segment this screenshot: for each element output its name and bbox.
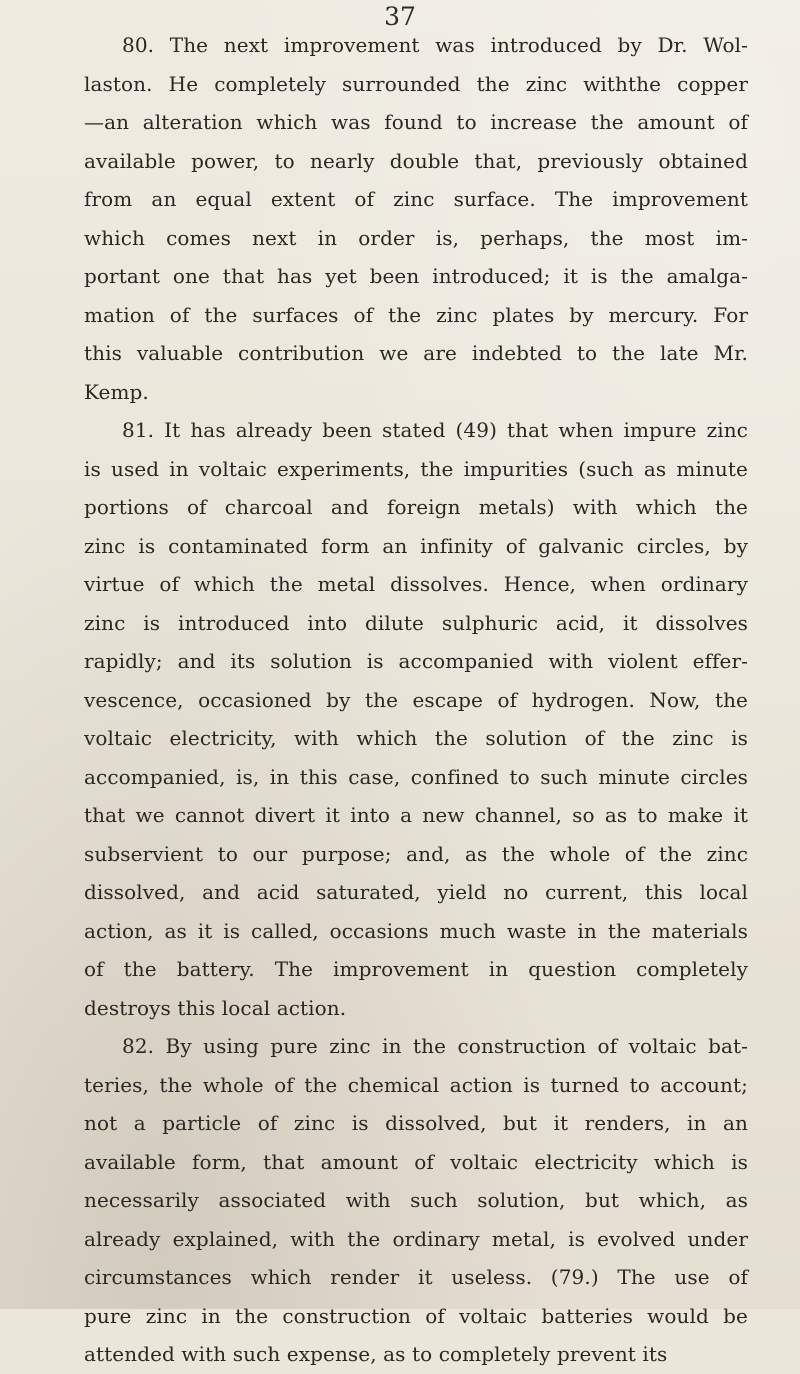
text-line: Kemp. — [84, 379, 149, 404]
text-line: vescence, occasioned by the escape of hydrogen. Now, the — [84, 687, 748, 712]
text-line: circumstances which render it useless. (79.) The use of — [84, 1265, 748, 1289]
text-line: subservient to our purpose; and, as the whole of the zinc — [84, 841, 748, 866]
text-line: 81. It has already been stated (49) that when impure zinc — [122, 418, 748, 442]
text-line: portant one that has yet been introduced; it is the amalga- — [84, 264, 748, 288]
text-line: portions of charcoal and foreign metals) with which the — [84, 495, 748, 519]
text-line: dissolved, and acid saturated, yield no current, this local — [84, 880, 748, 904]
text-line: is used in voltaic experiments, the impurities (such as minute — [84, 456, 748, 481]
paragraph-81 — [84, 411, 748, 1027]
text-line: already explained, with the ordinary metal, is evolved under — [84, 1226, 748, 1251]
text-line: 80. The next improvement was introduced by Dr. Wol- — [122, 33, 748, 57]
text-line: zinc is introduced into dilute sulphuric acid, it dissolves — [84, 610, 748, 635]
text-line: destroys this local action. — [84, 995, 347, 1020]
text-line: accompanied, is, in this case, confined to such minute circles — [84, 764, 748, 789]
text-line: teries, the whole of the chemical action is turned to account; — [84, 1072, 748, 1097]
text-line: available power, to nearly double that, previously obtained — [84, 148, 748, 173]
text-line: available form, that amount of voltaic electricity which is — [84, 1149, 748, 1174]
text-line: action, as it is called, occasions much waste in the materials — [84, 918, 748, 943]
text-line: 82. By using pure zinc in the construction of voltaic bat- — [122, 1034, 748, 1058]
text-line: which comes next in order is, perhaps, the most im- — [84, 225, 748, 250]
text-line: —an alteration which was found to increase the amount of — [84, 110, 748, 134]
text-line: that we cannot divert it into a new channel, so as to make it — [84, 803, 748, 827]
text-line: of the battery. The improvement in question completely — [84, 957, 748, 981]
paragraph-82 — [84, 1027, 748, 1374]
text-line: voltaic electricity, with which the solution of the zinc is — [84, 726, 748, 750]
text-line: not a particle of zinc is dissolved, but it renders, in an — [84, 1111, 748, 1135]
body-text — [84, 26, 748, 1374]
text-line: rapidly; and its solution is accompanied with violent effer- — [84, 649, 748, 673]
page-number: 37 — [384, 2, 416, 31]
paragraph-80 — [84, 26, 748, 411]
text-line: from an equal extent of zinc surface. The improvement — [84, 187, 748, 211]
text-line: laston. He completely surrounded the zinc withthe copper — [84, 71, 748, 96]
text-line: this valuable contribution we are indebted to the late Mr. — [84, 341, 748, 365]
text-line: virtue of which the metal dissolves. Hence, when ordinary — [84, 572, 748, 596]
text-line: attended with such expense, as to completely prevent its — [84, 1342, 668, 1366]
text-line: necessarily associated with such solution, but which, as — [84, 1188, 748, 1212]
text-line: zinc is contaminated form an infinity of galvanic circles, by — [84, 533, 748, 558]
text-line: mation of the surfaces of the zinc plates by mercury. For — [84, 302, 748, 327]
text-line: pure zinc in the construction of voltaic batteries would be — [84, 1303, 748, 1328]
